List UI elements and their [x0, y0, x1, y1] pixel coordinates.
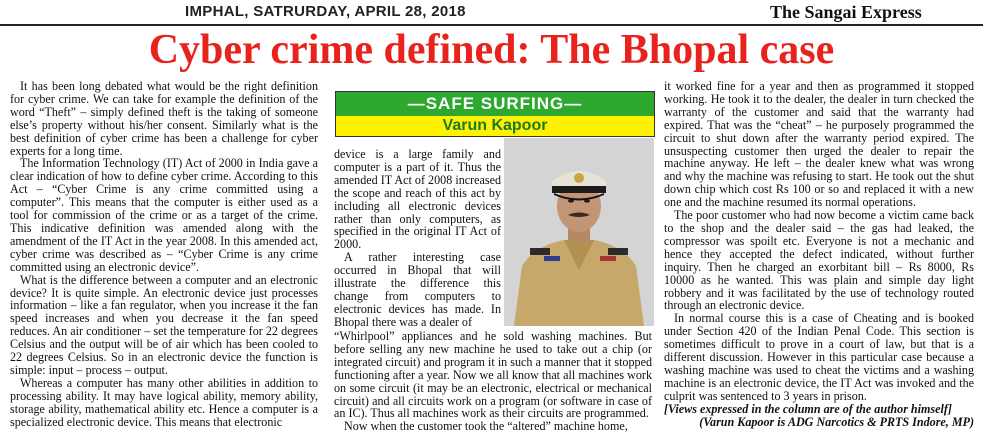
paragraph: it worked fine for a year and then as programmed it stopped working. He took it to the dealer, the dealer in turn checked the warranty of the customer and said that the warranty had expired. That was the “cheat” – he purposely programmed the circuit to shut down after the warranty period expired. The unsuspecting customer then urged the dealer to repair the machine anyway. He left – the dealer knew what was wrong and why the machine was refusing to start. He took out the shut down chip which cost Rs 100 or so and replaced it with a new one and the machine resumed its normal operations. — [664, 79, 974, 210]
paragraph: What is the difference between a computer and an electronic device? It is quite simple. An electronic device just processes information – like a fan regulator, when you increase it the fan speed increases and when you decrease it the fan speed reduces. An air conditioner – set the temperature for 22 degrees Celsius and the output will be of air which has been cooled to 22 degrees Celsius. So in an electronic device the function is simple: input – process – output. — [10, 272, 318, 377]
paragraph: “Whirlpool” appliances and he sold washing machines. But before selling any new machine he used to take out a chip (or integrated circuit) and program it in such a manner that it stopped functioning after a year. Now we all know that all machines work on some circuit (it may be an electronic, electrical or mechanical circuit) and all circuits work on a program (or software in case of an IC). Thus all machines work as their circuits are programmed. — [334, 329, 652, 421]
paragraph: It has been long debated what would be the right definition for cyber crime. We can take for example the definition of the word “Theft” – simply defined theft is the taking of someone else’s property without his/her consent. Similarly what is the best definition of cyber crime has been a challenge for cyber experts for a long time. — [10, 79, 318, 158]
author-photo — [504, 138, 654, 326]
article-column-1 — [10, 80, 318, 428]
paragraph: Whereas a computer has many other abilities in addition to processing ability. It may have logical ability, memory ability, storage ability, mathematical ability etc. Hence a computer is a specialized electronic device. This means that electronic — [10, 375, 318, 429]
masthead — [0, 0, 983, 24]
paragraph: device is a large family and computer is a part of it. Thus the amended IT Act of 2008 increased the scope and reach of this act by including all electronic devices rather than only computers, as specified in the original IT Act of 2000. — [334, 147, 501, 252]
newspaper-name: The Sangai Express — [770, 2, 922, 22]
issue-date: IMPHAL, SATRURDAY, APRIL 28, 2018 — [185, 3, 466, 20]
byline: Varun Kapoor — [336, 116, 654, 136]
paragraph: The poor customer who had now become a victim came back to the shop and the dealer said – the gas had leaked, the compressor was spoilt etc. Everyone is not a mechanic and hence they accepted the defect indicated, without further inquiry. Then he charged an exorbitant bill – Rs 8000, Rs 10000 as he wanted. This was plain and simple day light robbery and it was facilitated by the use of technology routed through an electronic device. — [664, 208, 974, 313]
column-banner — [335, 91, 655, 137]
article-column-2-bottom — [334, 330, 652, 433]
paragraph: The Information Technology (IT) Act of 2000 in India gave a clear indication of how to define cyber crime. According to this Act – “Cyber Crime is any crime committed using a computer”. This means that the computer is either used as a tool for commission of the crime or as a target of the crime. This indicative definition was amended along with the amendment of the IT Act in the year 2008. In this amended act, cyber crime was described as – “Cyber Crime is any crime committed using an electronic device”. — [10, 156, 318, 274]
paragraph: Now when the customer took the “altered” machine home, — [344, 419, 628, 434]
author-note: (Varun Kapoor is ADG Narcotics & PRTS Indore, MP) — [699, 414, 974, 429]
article-column-3 — [664, 80, 974, 428]
article-column-2-top — [334, 148, 501, 329]
officer-portrait-image — [504, 138, 654, 326]
column-title: —SAFE SURFING— — [336, 92, 654, 116]
disclaimer-note: [Views expressed in the column are of the author himself] — [664, 401, 952, 416]
paragraph: A rather interesting case occurred in Bhopal that will illustrate the difference this change from computers to electronic devices has made. In Bhopal there was a dealer of — [334, 250, 501, 329]
headline: Cyber crime defined: The Bhopal case — [148, 27, 835, 73]
paragraph: In normal course this is a case of Cheating and is booked under Section 420 of the Indian Penal Code. This section is sometimes difficult to prove in a court of law, but that is a different discussion. However in this particular case because a washing machine was used to cheat the victims and a washing machine is an electronic device, the IT Act was invoked and the culprit was sentenced to 3 years in prison. — [664, 311, 974, 403]
